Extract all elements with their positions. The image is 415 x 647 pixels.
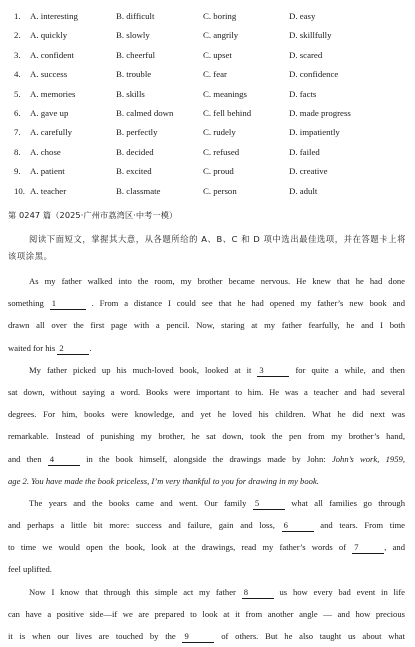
question-number: 2. [14,30,21,41]
passage-line [8,292,405,314]
option-c: C. meanings [203,88,247,99]
passage-italic-text: age 2. You have made the book priceless, I’m very thankful to you for drawing in my book. [8,475,319,486]
question-number: 1. [14,11,21,21]
passage-text: . From a distance I could see that he had opened my father’s new book and [91,298,405,309]
passage-line [8,470,405,492]
blank-3: 3 [257,365,289,377]
passage-line [8,314,405,336]
option-b: B. skills [116,88,145,99]
blank-5: 5 [253,498,285,510]
passage-text: and loss, [240,520,275,531]
passage-text: to time we would open the book, look at the drawings, read my father’s words of [8,542,347,553]
question-number: 3. [14,49,21,60]
passage-text: can have a positive side—if we are prepared to look at it from another angle — and how precious [8,608,405,619]
passage-text: The years and the books came and went. Our family [29,497,247,508]
blank-8: 8 [242,587,274,599]
question-number: 9. [14,166,21,177]
option-b: B. decided [116,146,154,157]
option-b: B. classmate [116,185,161,196]
option-d: D. scared [289,49,323,60]
option-d: D. confidence [289,69,339,80]
option-row [14,104,409,123]
option-b: B. cheerful [116,49,156,60]
passage-line [8,492,405,514]
option-row [14,65,409,84]
option-d: D. skillfully [289,30,332,41]
option-b: B. difficult [116,11,155,21]
passage-text: and tears. From time [320,520,405,531]
passage-text: My father picked up his much-loved book, looked at it [29,364,252,375]
blank-1: 1 [50,298,86,310]
passage-text: us how every bad event in life [279,586,405,597]
passage-text: waited for his [8,342,56,353]
option-d: D. made progress [289,107,351,118]
option-a: A. gave up [30,107,69,118]
option-c: C. proud [203,166,234,177]
passage-line [8,425,405,447]
question-number: 10. [14,185,25,196]
passage-text: it is when our lives are touched by the [8,631,176,641]
passage-line [8,270,405,292]
question-number: 7. [14,127,21,138]
passage-text: sat down, without saying a word. Books were important to him. He was a teacher and had several [8,386,405,397]
option-d: D. adult [289,185,318,196]
option-b: B. calmed down [116,107,174,118]
option-b: B. trouble [116,69,152,80]
passage-text: what all families go through [291,497,405,508]
option-a: A. confident [30,49,74,60]
blank-2: 2 [57,343,89,355]
option-b: B. slowly [116,30,150,41]
passage-text: feel uplifted. [8,564,52,575]
option-row [14,123,409,142]
option-d: D. failed [289,146,320,157]
option-a: A. interesting [30,11,78,21]
passage-text: remarkable. Instead of punishing my brother, he sat down, took the pen from my brother’s hand, [8,431,405,442]
option-b: B. excited [116,166,152,177]
cloze-passage [8,270,405,647]
option-d: D. easy [289,11,316,21]
passage-italic-text: John’s work, 1959, [331,453,405,464]
passage-text: As my father walked into the room, my brother became nervous. He knew that he had done [29,276,405,286]
passage-line [8,536,405,558]
passage-line [8,381,405,403]
question-number: 6. [14,107,21,118]
question-number: 5. [14,88,21,99]
blank-4: 4 [48,454,80,466]
option-c: C. fell behind [203,107,252,118]
option-row [14,26,409,45]
passage-line [8,603,405,625]
passage-line [8,558,405,580]
option-c: C. upset [203,49,232,60]
option-c: C. person [203,185,237,196]
blank-9: 9 [182,631,214,643]
option-d: D. facts [289,88,317,99]
passage-text: Now I know that through this simple act my father [29,586,236,597]
option-c: C. rudely [203,127,236,138]
passage-text: . [89,342,92,353]
option-row [14,182,409,201]
option-c: C. refused [203,146,240,157]
passage-line [8,514,405,536]
passage-line [8,448,405,470]
option-a: A. carefully [30,127,73,138]
answer-options-table [14,7,409,201]
section-title: 第 0247 篇（2025·广州市荔湾区·中考一模） [8,210,178,220]
option-c: C. angrily [203,30,239,41]
question-number: 8. [14,146,21,157]
blank-6: 6 [282,520,314,532]
option-d: D. impatiently [289,127,340,138]
passage-text: and perhaps a little bit more: success and failure, gain [8,520,234,531]
option-c: C. boring [203,11,237,21]
passage-line [8,403,405,425]
option-a: A. chose [30,146,61,157]
passage-text: in the book himself, alongside the drawings made by John: [86,453,326,464]
passage-text: of others. But he also taught us about what [221,631,405,641]
passage-line [8,581,405,603]
option-d: D. creative [289,166,328,177]
option-row [14,7,409,26]
option-b: B. perfectly [116,127,158,138]
option-row [14,143,409,162]
option-row [14,162,409,181]
option-row [14,85,409,104]
passage-text: for quite a while, and then [295,364,405,375]
option-a: A. quickly [30,30,68,41]
passage-text: something [8,298,44,309]
passage-line [8,359,405,381]
option-a: A. memories [30,88,76,99]
passage-line [8,337,405,359]
passage-text: drawn all over the first page with a pencil. Now, staring at my father fearfully, he and I both [8,320,405,331]
option-a: A. teacher [30,185,67,196]
passage-line [8,625,405,647]
instructions-paragraph: 阅读下面短文，掌握其大意，从各题所给的 A、B、C 和 D 项中选出最佳选项，并在答题卡上将该项涂黑。 [8,234,406,261]
option-a: A. success [30,69,68,80]
blank-7: 7 [352,542,384,554]
option-row [14,46,409,65]
option-a: A. patient [30,166,65,177]
passage-text: and then [8,453,42,464]
passage-text: degrees. For him, books were knowledge, and yet he loved his children. What he did next was [8,409,405,420]
question-number: 4. [14,69,21,80]
option-c: C. fear [203,69,227,80]
passage-text: , and [384,542,405,553]
